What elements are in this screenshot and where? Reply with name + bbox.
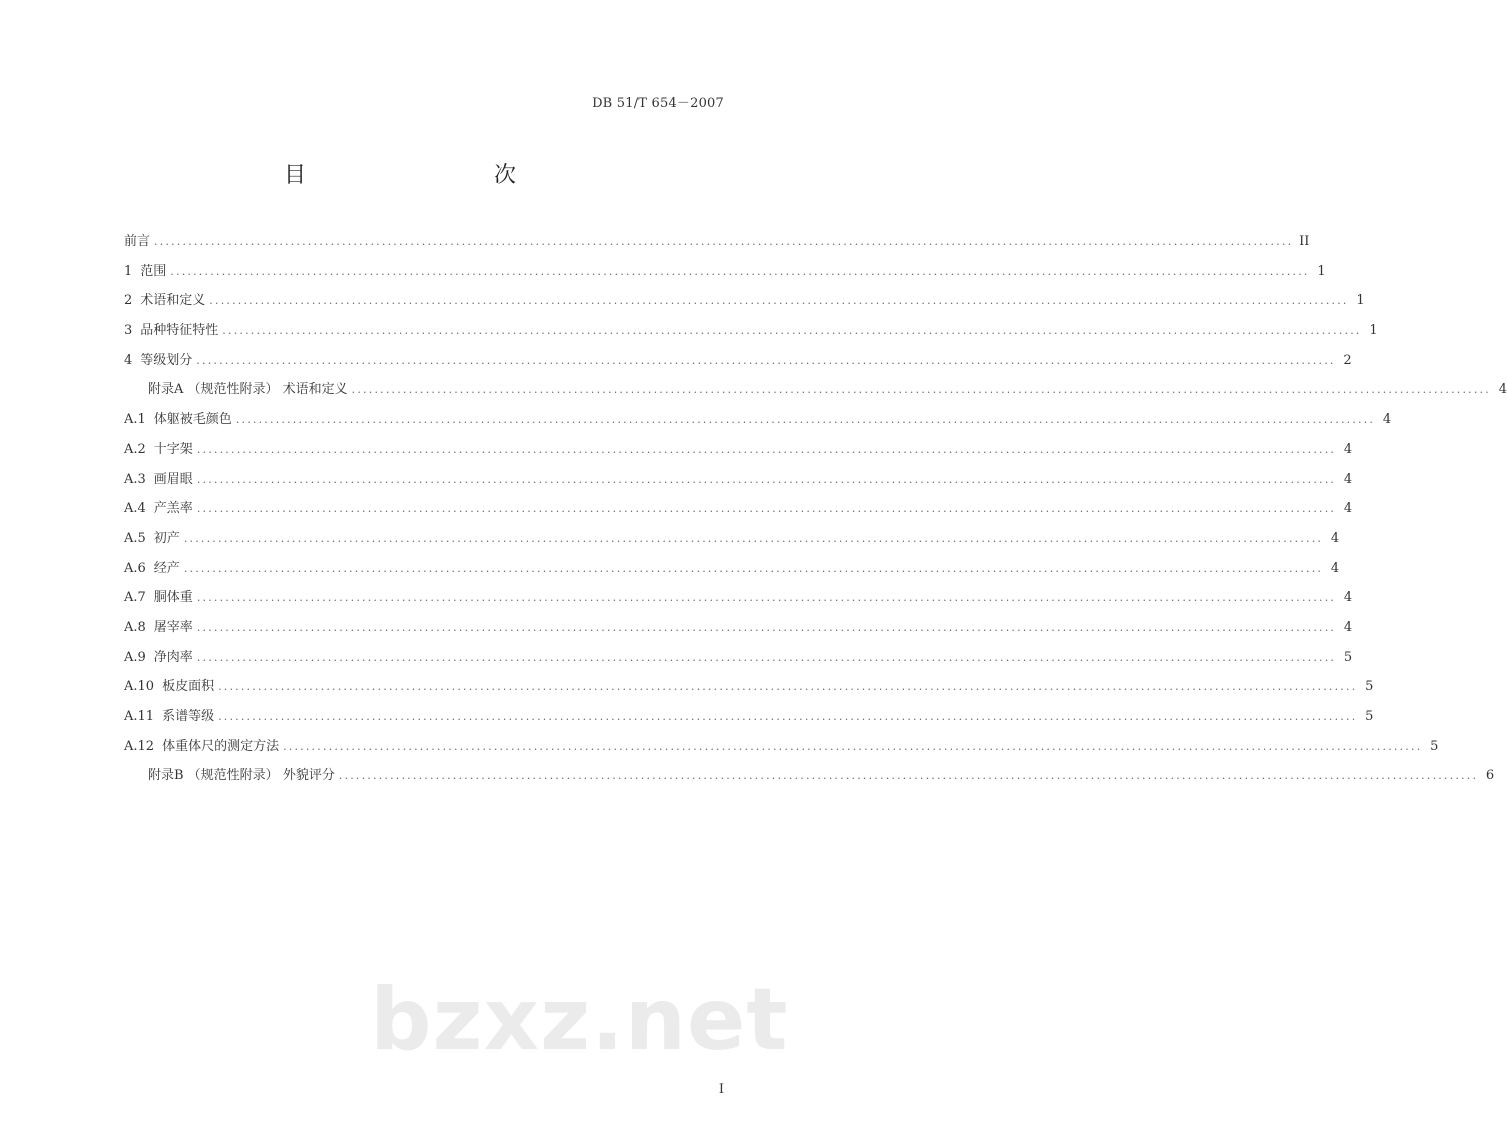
toc-entry-number: 1 <box>124 263 133 279</box>
document-code: DB 51/T 654－2007 <box>592 96 724 111</box>
toc-entry-page: 1 <box>1317 263 1326 279</box>
toc-dot-leader: ........................................................................................................................................................................................................ <box>283 739 1423 753</box>
toc-entry-number: A.6 <box>124 560 146 576</box>
toc-entry-number: A.4 <box>124 501 146 517</box>
toc-dot-leader: ........................................................................................................................................................................................................ <box>170 264 1310 278</box>
toc-entry-page: 4 <box>1343 501 1353 517</box>
toc-entry-page: 5 <box>1430 738 1439 754</box>
toc-entry[interactable] <box>124 260 1326 290</box>
toc-dot-leader: ........................................................................................................................................................................................................ <box>196 620 1337 634</box>
toc-entry-label <box>124 497 193 516</box>
toc-entry[interactable] <box>124 349 1352 379</box>
toc-entry-page: 4 <box>1343 590 1353 606</box>
toc-entry-label <box>124 735 279 754</box>
table-of-contents <box>124 230 1507 794</box>
toc-dot-leader: ........................................................................................................................................................................................................ <box>154 235 1294 248</box>
toc-dot-leader: ........................................................................................................................................................................................................ <box>351 383 1491 397</box>
toc-entry-number: A.5 <box>124 530 146 546</box>
toc-entry-text: 产羔率 <box>153 501 193 517</box>
toc-entry-page: II <box>1299 234 1310 249</box>
toc-entry-page: 4 <box>1498 382 1507 398</box>
toc-dot-leader: ........................................................................................................................................................................................................ <box>196 502 1337 516</box>
toc-entry[interactable] <box>124 646 1353 676</box>
toc-entry[interactable] <box>124 705 1374 735</box>
toc-entry-number: A.8 <box>124 619 146 635</box>
toc-dot-leader: ........................................................................................................................................................................................................ <box>196 442 1337 456</box>
toc-entry-page: 4 <box>1343 471 1353 487</box>
toc-dot-leader: ........................................................................................................................................................................................................ <box>209 294 1349 308</box>
toc-dot-leader: ........................................................................................................................................................................................................ <box>196 591 1337 605</box>
toc-entry-page: 5 <box>1343 649 1353 665</box>
toc-entry-text: 净肉率 <box>153 649 193 665</box>
toc-entry[interactable] <box>124 289 1365 319</box>
toc-entry-label <box>148 764 335 783</box>
toc-entry-number: A.11 <box>124 709 155 724</box>
toc-entry-text: 系谱等级 <box>162 709 215 724</box>
toc-entry-label <box>124 646 193 665</box>
toc-entry-text: 体重体尺的测定方法 <box>162 738 280 754</box>
page-title: 目 次 <box>283 163 564 188</box>
toc-dot-leader: ........................................................................................................................................................................................................ <box>183 561 1324 575</box>
toc-entry[interactable] <box>124 230 1310 260</box>
toc-entry[interactable] <box>124 764 1495 794</box>
toc-entry-text: 胴体重 <box>153 590 193 606</box>
toc-entry-label <box>124 705 214 724</box>
toc-entry-label <box>124 230 150 249</box>
toc-entry-label <box>124 319 218 338</box>
toc-entry-label <box>124 468 193 487</box>
toc-entry-number: A.2 <box>124 441 146 457</box>
toc-entry-number: A.1 <box>124 412 146 428</box>
toc-dot-leader: ........................................................................................................................................................................................................ <box>183 531 1324 545</box>
toc-dot-leader: ........................................................................................................................................................................................................ <box>338 769 1479 783</box>
toc-entry-number: A.10 <box>124 679 155 695</box>
toc-dot-leader: ........................................................................................................................................................................................................ <box>196 650 1337 664</box>
toc-entry-text: 屠宰率 <box>153 619 193 635</box>
toc-entry-page: 5 <box>1365 709 1374 724</box>
toc-dot-leader: ........................................................................................................................................................................................................ <box>218 710 1358 723</box>
toc-entry-text: 等级划分 <box>140 352 193 368</box>
toc-entry-page: 4 <box>1330 560 1340 576</box>
toc-entry-text: 品种特征特性 <box>140 323 219 339</box>
toc-entry-page: 4 <box>1330 530 1340 546</box>
toc-entry-label <box>148 378 348 397</box>
page-number: I <box>718 1082 724 1097</box>
toc-dot-leader: ........................................................................................................................................................................................................ <box>218 680 1358 694</box>
toc-entry[interactable] <box>124 735 1439 765</box>
toc-entry[interactable] <box>124 378 1507 408</box>
toc-entry-text: 十字架 <box>153 441 193 457</box>
toc-entry-page: 2 <box>1343 352 1352 368</box>
toc-entry[interactable] <box>124 468 1353 498</box>
toc-dot-leader: ........................................................................................................................................................................................................ <box>235 413 1376 427</box>
toc-entry-text: 画眉眼 <box>153 471 193 487</box>
toc-entry-number: A.7 <box>124 590 146 606</box>
toc-entry-page: 4 <box>1343 441 1353 457</box>
toc-entry-page: 4 <box>1343 619 1353 635</box>
toc-entry-page: 1 <box>1369 323 1378 339</box>
toc-entry-label <box>124 527 180 546</box>
toc-dot-leader: ........................................................................................................................................................................................................ <box>196 472 1337 486</box>
toc-entry-number: 2 <box>124 293 133 309</box>
toc-dot-leader: ........................................................................................................................................................................................................ <box>222 324 1362 338</box>
toc-entry-label <box>124 408 232 427</box>
toc-entry-number: A.9 <box>124 649 146 665</box>
toc-entry-label <box>124 349 192 368</box>
toc-dot-leader: ........................................................................................................................................................................................................ <box>196 353 1336 367</box>
watermark: bzxz.net <box>370 970 789 1070</box>
toc-entry[interactable] <box>124 675 1374 705</box>
toc-entry-text: 附录B （规范性附录） 外貌评分 <box>148 768 335 784</box>
toc-entry-text: 范围 <box>140 263 167 279</box>
toc-entry-page: 6 <box>1485 768 1495 784</box>
toc-entry-text: 板皮面积 <box>162 679 215 695</box>
toc-entry[interactable] <box>124 527 1340 557</box>
toc-entry-label <box>124 557 180 576</box>
toc-entry-label <box>124 438 193 457</box>
toc-entry-label <box>124 260 166 279</box>
toc-entry-text: 术语和定义 <box>140 293 206 309</box>
toc-entry-label <box>124 289 205 308</box>
toc-entry-text: 附录A （规范性附录） 术语和定义 <box>148 382 348 398</box>
toc-entry-text: 经产 <box>153 560 180 576</box>
toc-entry[interactable] <box>124 438 1353 468</box>
toc-entry-page: 4 <box>1382 412 1392 428</box>
toc-entry[interactable] <box>124 497 1353 527</box>
toc-entry-number: 3 <box>124 323 133 339</box>
toc-entry-label <box>124 616 193 635</box>
toc-entry-label <box>124 586 193 605</box>
toc-entry-number: A.3 <box>124 471 146 487</box>
toc-entry-text: 前言 <box>124 234 151 249</box>
toc-entry[interactable] <box>124 408 1392 438</box>
toc-entry-number: 4 <box>124 352 133 368</box>
toc-entry-page: 5 <box>1365 679 1374 695</box>
toc-entry-text: 体躯被毛颜色 <box>153 412 232 428</box>
toc-entry[interactable] <box>124 586 1353 616</box>
toc-entry[interactable] <box>124 616 1353 646</box>
toc-entry[interactable] <box>124 319 1378 349</box>
toc-entry-number: A.12 <box>124 738 155 754</box>
toc-entry[interactable] <box>124 557 1340 587</box>
toc-entry-page: 1 <box>1356 293 1365 309</box>
toc-entry-text: 初产 <box>153 530 180 546</box>
toc-entry-label <box>124 675 214 694</box>
